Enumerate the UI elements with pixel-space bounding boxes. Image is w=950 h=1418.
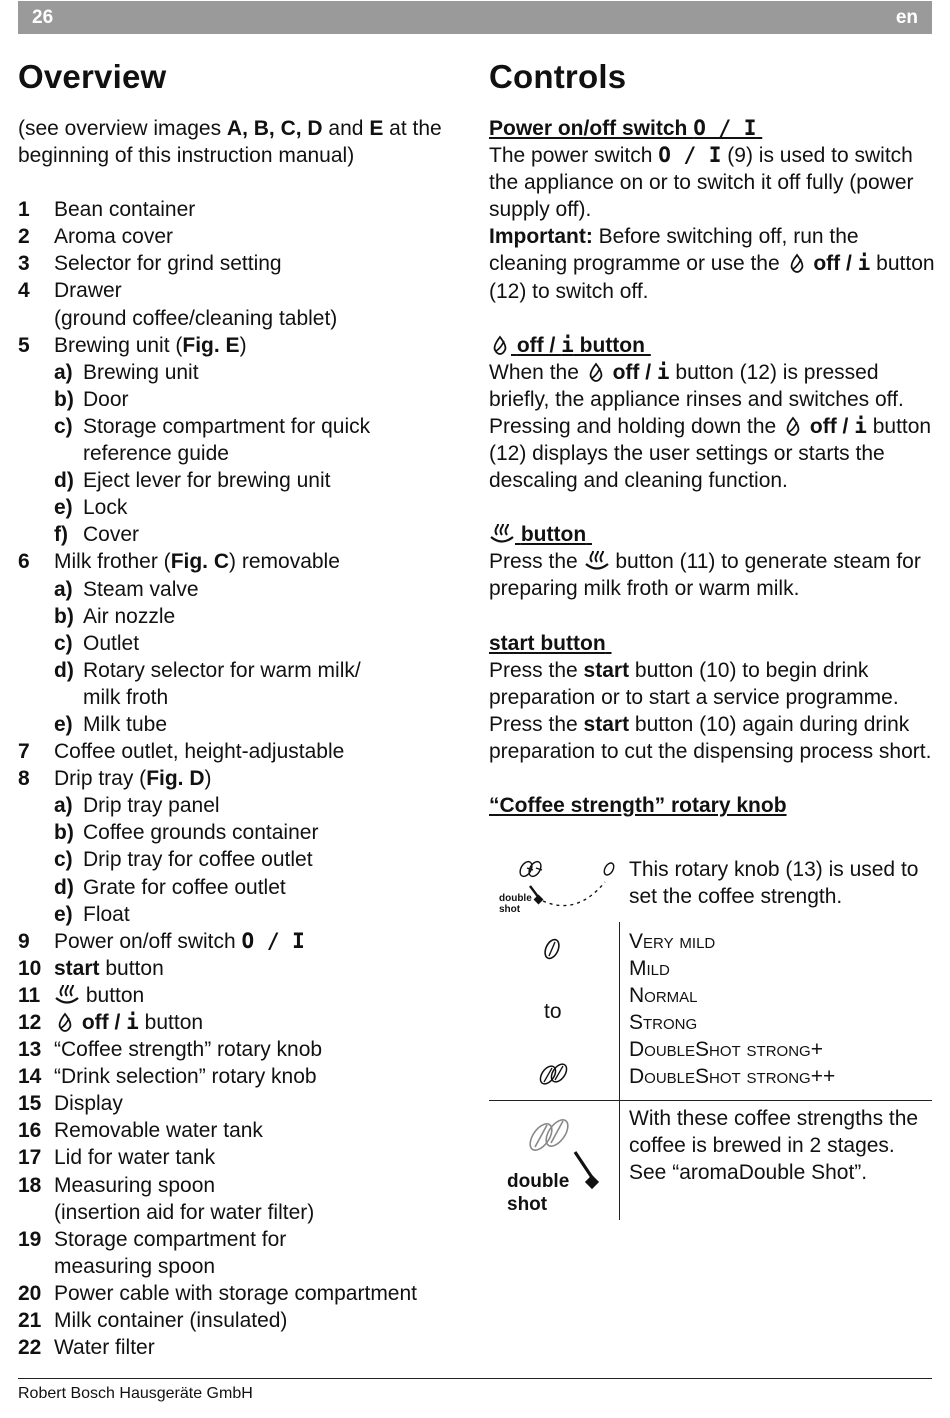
- list-item: 1 Bean container: [18, 198, 196, 222]
- sub-item: f) Cover: [54, 523, 140, 547]
- off-button-heading: off / i button: [489, 332, 937, 359]
- list-item: 6 Milk frother (Fig. C) removable: [18, 550, 340, 574]
- start-button-text: Press the start button (10) to begin drink preparation or to start a service programme. Press the start button (10) again during drink preparation to cut the dispensing process short.: [489, 658, 932, 763]
- sub-item: d) Rotary selector for warm milk/: [54, 658, 361, 682]
- power-switch-heading: Power on/off switch O / I: [489, 116, 757, 140]
- list-item: 21 Milk container (insulated): [18, 1309, 288, 1333]
- steam-button-heading: button: [489, 521, 937, 548]
- sub-item: c) Storage compartment for quick: [54, 414, 371, 438]
- strength-level: Very mild: [629, 930, 716, 953]
- strength-level: Normal: [629, 984, 698, 1008]
- list-item: 15 Display: [18, 1092, 123, 1116]
- rotary-knob-icon: [497, 856, 619, 918]
- sub-item: a) Brewing unit: [54, 360, 199, 384]
- footer-company: Robert Bosch Hausgeräte GmbH: [18, 1385, 253, 1402]
- list-item-continuation: (ground coffee/cleaning tablet): [54, 306, 338, 330]
- sub-item: c) Drip tray for coffee outlet: [54, 848, 313, 872]
- knob-label-shot: shot: [499, 904, 521, 915]
- list-item: 11 button: [18, 983, 145, 1007]
- list-item: 13 “Coffee strength” rotary knob: [18, 1038, 323, 1062]
- controls-section: [489, 115, 937, 819]
- steam-button-text: Press the button (11) to generate steam for preparing milk froth or warm milk.: [489, 550, 921, 601]
- list-item: 17 Lid for water tank: [18, 1146, 216, 1170]
- list-item: 10 start button: [18, 956, 164, 980]
- list-item: 14 “Drink selection” rotary knob: [18, 1065, 317, 1089]
- to-label-text: to: [544, 1000, 562, 1023]
- bean-icon: [541, 936, 563, 962]
- sub-item: e) Milk tube: [54, 712, 168, 736]
- start-button-heading: start button: [489, 631, 606, 655]
- sub-item: a) Steam valve: [54, 577, 199, 601]
- sub-item: e) Float: [54, 902, 130, 926]
- page-number: 26: [32, 7, 54, 28]
- knob-label-double: double: [499, 893, 532, 904]
- list-item-continuation: (insertion aid for water filter): [54, 1200, 315, 1224]
- double-shot-label-shot: shot: [507, 1194, 548, 1215]
- sub-item: a) Drip tray panel: [54, 794, 220, 818]
- list-item-continuation: measuring spoon: [54, 1254, 216, 1278]
- overview-intro: (see overview images A, B, C, D and E at the beginning of this instruction manual): [18, 117, 442, 168]
- knob-description: This rotary knob (13) is used to set the coffee strength.: [629, 858, 919, 909]
- sub-item: b) Coffee grounds container: [54, 821, 319, 845]
- strength-level-list: [629, 928, 835, 1091]
- knob-row: [489, 852, 932, 922]
- list-item: 5 Brewing unit (Fig. E): [18, 333, 247, 357]
- controls-title: Controls: [489, 58, 627, 95]
- list-item: 3 Selector for grind setting: [18, 252, 282, 276]
- list-item: 9 Power on/off switch O / I: [18, 928, 305, 953]
- sub-item: d) Eject lever for brewing unit: [54, 469, 331, 493]
- sub-item: c) Outlet: [54, 631, 140, 655]
- strength-level: Mild: [629, 957, 670, 981]
- sub-item: d) Grate for coffee outlet: [54, 875, 286, 899]
- list-item: 7 Coffee outlet, height-adjustable: [18, 740, 345, 764]
- page-header-bar: [18, 1, 932, 34]
- strength-level: Strong: [629, 1011, 698, 1035]
- rinse-drop-icon: [786, 253, 808, 273]
- footer-rule: [18, 1378, 932, 1379]
- rinse-drop-icon: [54, 1012, 76, 1032]
- rinse-drop-icon: [585, 362, 607, 382]
- sub-item-continuation: reference guide: [83, 442, 229, 466]
- double-shot-description: With these coffee strengths the coffee is brewed in 2 stages. See “aromaDouble Shot”.: [629, 1107, 919, 1185]
- strength-level: DoubleShot strong++: [629, 1065, 836, 1089]
- strength-level: DoubleShot strong+: [629, 1038, 823, 1062]
- coffee-strength-table: [489, 852, 932, 1221]
- language-code: en: [895, 7, 918, 28]
- list-item: 22 Water filter: [18, 1336, 155, 1360]
- list-item: 18 Measuring spoon: [18, 1173, 216, 1197]
- double-shot-row: [489, 1100, 932, 1221]
- sub-item: e) Lock: [54, 496, 128, 520]
- list-item: 16 Removable water tank: [18, 1119, 263, 1143]
- strength-levels-row: [489, 922, 932, 1100]
- sub-item: b) Door: [54, 387, 129, 411]
- steam-icon: [489, 524, 515, 544]
- rinse-drop-icon: [489, 335, 511, 355]
- double-shot-icon: [501, 1107, 611, 1215]
- list-item: 2 Aroma cover: [18, 225, 174, 249]
- list-item: 19 Storage compartment for: [18, 1227, 287, 1251]
- table-divider: [619, 922, 620, 1220]
- sub-item: b) Air nozzle: [54, 604, 176, 628]
- overview-list: [18, 115, 468, 1361]
- coffee-strength-heading: “Coffee strength” rotary knob: [489, 793, 787, 817]
- list-item: 8 Drip tray (Fig. D): [18, 767, 212, 791]
- double-bean-icon: [537, 1062, 571, 1088]
- steam-icon: [54, 985, 80, 1005]
- rinse-drop-icon: [782, 416, 804, 436]
- off-button-text: When the off / i button (12) is pressed briefly, the appliance rinses and switches off. Pressing and holding down the off / i button (12) displays the user settings or starts the descaling and cleaning function.: [489, 359, 932, 493]
- double-shot-label-double: double: [507, 1171, 570, 1192]
- sub-item-continuation: milk froth: [83, 685, 169, 709]
- list-item: 12 off / i button: [18, 1010, 204, 1034]
- steam-icon: [584, 551, 610, 571]
- overview-title: Overview: [18, 58, 167, 95]
- list-item: 4 Drawer: [18, 279, 122, 303]
- power-switch-text: The power switch O / I (9) is used to switch the appliance on or to switch it off fully (power supply off).: [489, 143, 914, 222]
- power-switch-important: Important: Before switching off, run the cleaning programme or use the off / i button (12) to switch off.: [489, 225, 935, 303]
- list-item: 20 Power cable with storage compartment: [18, 1281, 417, 1305]
